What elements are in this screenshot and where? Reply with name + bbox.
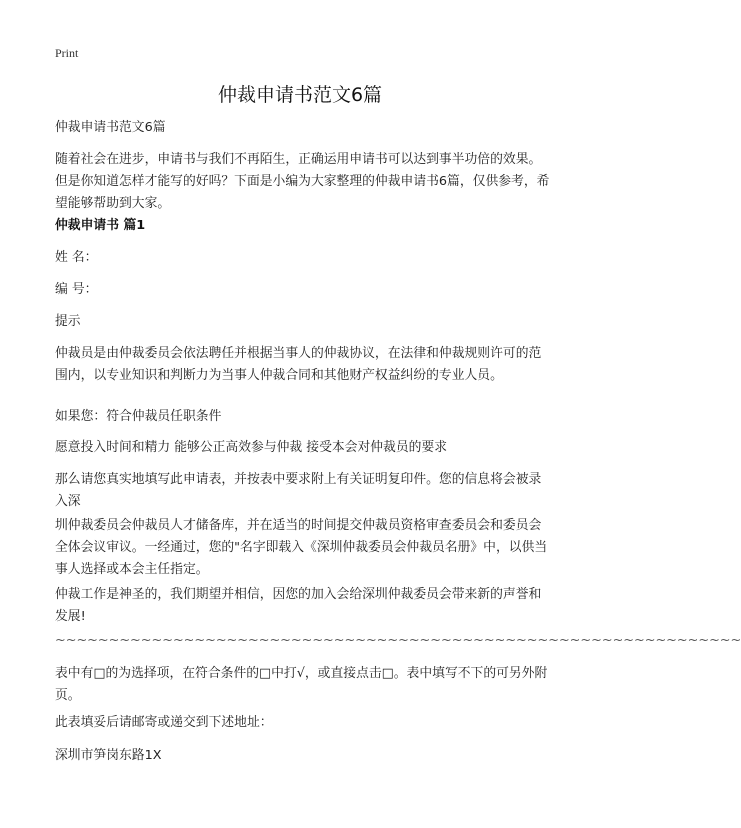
please-fill-paragraph: 那么请您真实地填写此申请表，并按表中要求附上有关证明复印件。您的信息将会被录入深: [55, 472, 542, 509]
page-title: 仲裁申请书范文6篇: [217, 84, 383, 106]
willing-line: 愿意投入时间和精力 能够公正高效参与仲裁 接受本会对仲裁员的要求: [55, 440, 448, 455]
tilde-divider: ~~~~~~~~~~~~~~~~~~~~~~~~~~~~~~~~~~~~~~~~~~~~~~~~~~~~~~~~~~~~~~~~: [55, 633, 741, 648]
if-you-line: 如果您：符合仲裁员任职条件: [55, 409, 222, 424]
name-label: 姓 名：: [55, 250, 98, 265]
table-note-paragraph: 表中有□的为选择项，在符合条件的□中打√，或直接点击□。表中填写不下的可另外附页。: [55, 666, 548, 703]
definition-paragraph: 仲裁员是由仲裁委员会依法聘任并根据当事人的仲裁协议，在法律和仲裁规则许可的范围内，以专业知识和判断力为当事人仲裁合同和其他财产权益纠纷的专业人员。: [55, 346, 542, 383]
print-label: Print: [55, 46, 79, 60]
address-line: 深圳市笋岗东路1X: [55, 748, 162, 763]
hint-label: 提示: [55, 314, 81, 329]
section-heading: 仲裁申请书 篇1: [55, 218, 146, 233]
mail-note: 此表填妥后请邮寄或递交到下述地址：: [55, 715, 273, 730]
intro-paragraph: 随着社会在进步，申请书与我们不再陌生，正确运用申请书可以达到事半功倍的效果。但是你知道怎样才能写的好吗？下面是小编为大家整理的仲裁申请书6篇，仅供参考，希望能够帮助到大家。: [55, 152, 550, 211]
number-label: 编 号：: [55, 282, 98, 297]
document-subtitle: 仲裁申请书范文6篇: [55, 120, 166, 135]
shenzhen-paragraph: 圳仲裁委员会仲裁员人才储备库，并在适当的时间提交仲裁员资格审查委员会和委员会全体会议审议。一经通过，您的"名字即载入《深圳仲裁委员会仲裁员名册》中，以供当事人选择或本会主任指定。: [55, 518, 548, 577]
sacred-paragraph: 仲裁工作是神圣的，我们期望并相信，因您的加入会给深圳仲裁委员会带来新的声誉和发展!: [55, 587, 542, 624]
